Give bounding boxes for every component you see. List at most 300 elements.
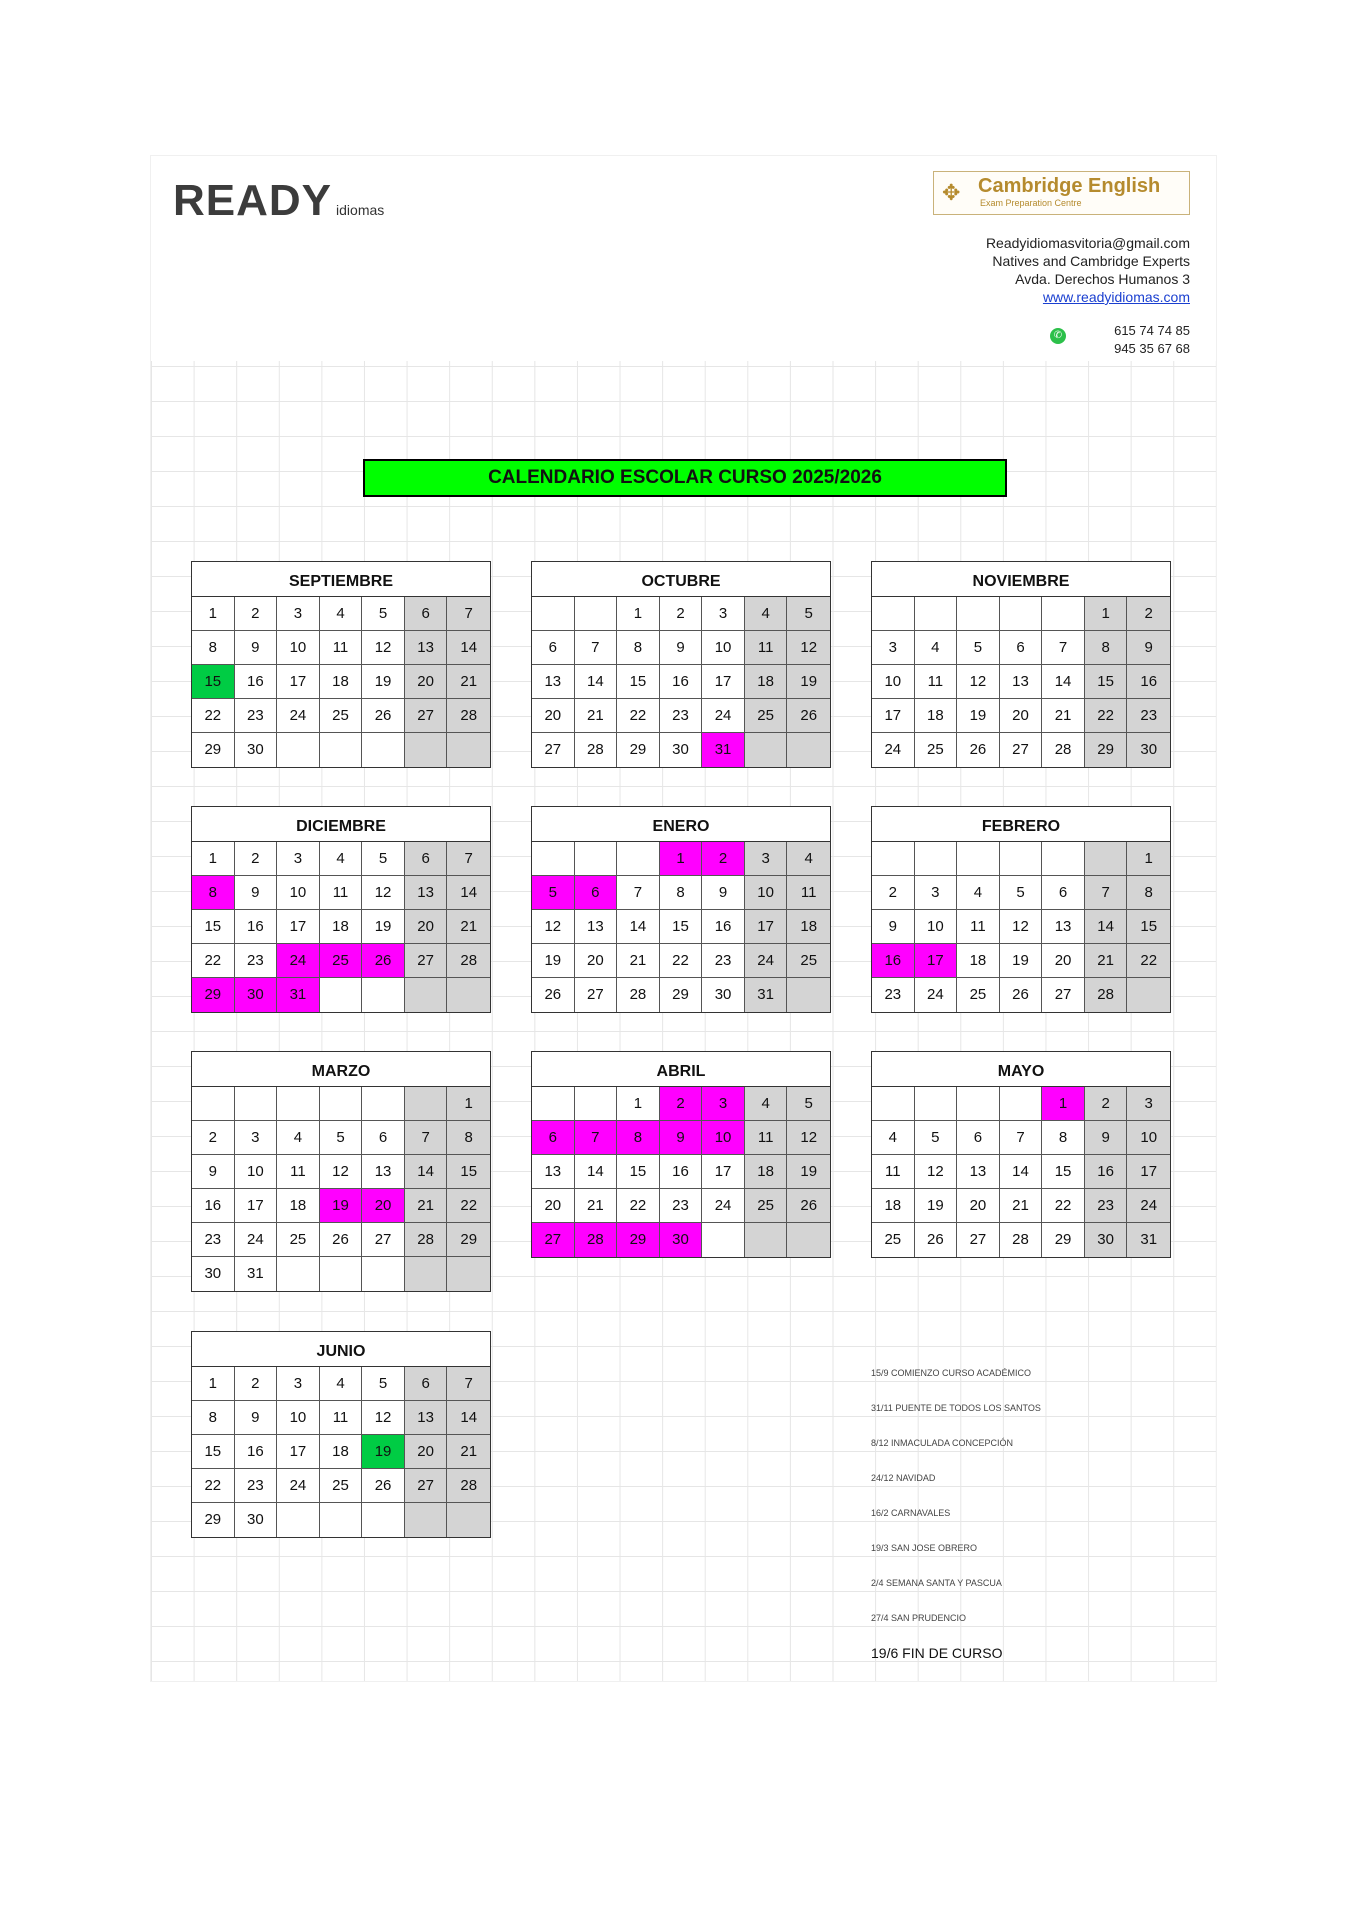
day-cell: 1 [1127,842,1170,876]
day-cell: 3 [277,842,320,876]
day-cell: 9 [872,910,915,944]
day-cell: 10 [915,910,958,944]
day-cell: 30 [235,978,278,1012]
day-cell: 26 [320,1223,363,1257]
empty-cell [872,597,915,631]
day-cell: 12 [320,1155,363,1189]
empty-cell [1042,597,1085,631]
empty-cell [575,597,618,631]
calendar-title: CALENDARIO ESCOLAR CURSO 2025/2026 [363,459,1007,497]
day-cell: 27 [362,1223,405,1257]
month-grid [532,842,830,1012]
day-cell: 19 [362,910,405,944]
day-cell: 7 [1085,876,1128,910]
day-cell: 5 [362,842,405,876]
day-cell: 9 [702,876,745,910]
day-cell: 6 [575,876,618,910]
day-cell: 25 [320,944,363,978]
month-mayo [871,1051,1171,1258]
day-cell: 7 [447,1367,490,1401]
day-cell: 23 [235,1469,278,1503]
day-cell: 5 [787,1087,830,1121]
day-cell: 13 [405,631,448,665]
day-cell: 10 [702,631,745,665]
day-cell: 1 [660,842,703,876]
empty-cell [320,733,363,767]
day-cell: 1 [617,597,660,631]
day-cell: 11 [872,1155,915,1189]
day-cell: 26 [787,1189,830,1223]
day-cell: 25 [915,733,958,767]
empty-cell [362,1503,405,1537]
day-cell: 16 [235,1435,278,1469]
empty-cell [532,842,575,876]
day-cell: 18 [320,1435,363,1469]
day-cell: 24 [277,1469,320,1503]
day-cell: 26 [362,1469,405,1503]
day-cell: 24 [872,733,915,767]
day-cell: 15 [1085,665,1128,699]
legend-item: 16/2 CARNAVALES [871,1508,951,1518]
empty-cell [320,978,363,1012]
day-cell: 16 [192,1189,235,1223]
day-cell: 5 [362,1367,405,1401]
day-cell: 6 [1000,631,1043,665]
empty-cell [872,1087,915,1121]
month-grid [192,842,490,1012]
empty-cell [320,1257,363,1291]
day-cell: 9 [235,1401,278,1435]
day-cell: 8 [660,876,703,910]
day-cell: 3 [235,1121,278,1155]
day-cell: 10 [1127,1121,1170,1155]
day-cell: 16 [660,1155,703,1189]
empty-cell [532,597,575,631]
empty-cell [447,733,490,767]
day-cell: 10 [277,1401,320,1435]
day-cell: 14 [447,631,490,665]
day-cell: 20 [957,1189,1000,1223]
day-cell: 12 [957,665,1000,699]
cambridge-badge: ✥ Cambridge English Exam Preparation Centre [933,171,1190,215]
day-cell: 17 [915,944,958,978]
day-cell: 1 [192,1367,235,1401]
day-cell: 22 [1085,699,1128,733]
day-cell: 10 [235,1155,278,1189]
day-cell: 3 [872,631,915,665]
day-cell: 2 [235,1367,278,1401]
day-cell: 13 [362,1155,405,1189]
day-cell: 27 [575,978,618,1012]
day-cell: 28 [447,699,490,733]
day-cell: 29 [617,733,660,767]
day-cell: 4 [957,876,1000,910]
tagline: Natives and Cambridge Experts [992,253,1190,269]
day-cell: 17 [277,910,320,944]
day-cell: 9 [235,876,278,910]
empty-cell [915,1087,958,1121]
day-cell: 29 [1042,1223,1085,1257]
empty-cell [362,1257,405,1291]
day-cell: 21 [575,1189,618,1223]
day-cell: 7 [447,842,490,876]
day-cell: 3 [915,876,958,910]
day-cell: 17 [745,910,788,944]
empty-cell [405,978,448,1012]
month-name: SEPTIEMBRE [192,562,490,597]
day-cell: 30 [660,1223,703,1257]
day-cell: 23 [660,1189,703,1223]
day-cell: 12 [362,631,405,665]
day-cell: 2 [660,1087,703,1121]
day-cell: 27 [957,1223,1000,1257]
empty-cell [405,733,448,767]
empty-cell [447,1257,490,1291]
day-cell: 19 [320,1189,363,1223]
empty-cell [787,1223,830,1257]
empty-cell [915,842,958,876]
day-cell: 12 [915,1155,958,1189]
day-cell: 28 [1085,978,1128,1012]
day-cell: 6 [957,1121,1000,1155]
day-cell: 21 [575,699,618,733]
day-cell: 27 [405,944,448,978]
day-cell: 17 [277,665,320,699]
day-cell: 11 [745,1121,788,1155]
day-cell: 3 [702,1087,745,1121]
empty-cell [617,842,660,876]
day-cell: 28 [447,1469,490,1503]
empty-cell [957,597,1000,631]
empty-cell [447,978,490,1012]
month-grid [872,842,1170,1012]
empty-cell [1127,978,1170,1012]
day-cell: 26 [532,978,575,1012]
day-cell: 2 [872,876,915,910]
day-cell: 28 [405,1223,448,1257]
day-cell: 1 [447,1087,490,1121]
day-cell: 6 [532,631,575,665]
day-cell: 21 [1000,1189,1043,1223]
day-cell: 8 [617,1121,660,1155]
day-cell: 16 [235,910,278,944]
day-cell: 22 [660,944,703,978]
empty-cell [1085,842,1128,876]
calendar-sheet [150,155,1217,1682]
phone-landline: 945 35 67 68 [1114,341,1190,356]
day-cell: 19 [362,1435,405,1469]
day-cell: 31 [235,1257,278,1291]
empty-cell [192,1087,235,1121]
day-cell: 6 [362,1121,405,1155]
day-cell: 31 [745,978,788,1012]
month-name: JUNIO [192,1332,490,1367]
day-cell: 11 [277,1155,320,1189]
phone-mobile: 615 74 74 85 [1114,323,1190,338]
day-cell: 21 [447,910,490,944]
day-cell: 30 [702,978,745,1012]
day-cell: 16 [1085,1155,1128,1189]
day-cell: 4 [320,1367,363,1401]
day-cell: 29 [617,1223,660,1257]
day-cell: 18 [872,1189,915,1223]
day-cell: 29 [660,978,703,1012]
day-cell: 5 [787,597,830,631]
day-cell: 17 [1127,1155,1170,1189]
day-cell: 13 [1000,665,1043,699]
day-cell: 9 [660,631,703,665]
day-cell: 9 [660,1121,703,1155]
day-cell: 18 [745,665,788,699]
day-cell: 23 [235,944,278,978]
day-cell: 13 [532,665,575,699]
day-cell: 31 [1127,1223,1170,1257]
day-cell: 26 [787,699,830,733]
day-cell: 22 [447,1189,490,1223]
day-cell: 17 [702,1155,745,1189]
empty-cell [957,842,1000,876]
day-cell: 9 [1127,631,1170,665]
day-cell: 12 [787,1121,830,1155]
day-cell: 7 [617,876,660,910]
day-cell: 10 [745,876,788,910]
day-cell: 10 [702,1121,745,1155]
day-cell: 15 [617,1155,660,1189]
day-cell: 19 [362,665,405,699]
empty-cell [277,1087,320,1121]
day-cell: 27 [405,1469,448,1503]
day-cell: 14 [575,665,618,699]
empty-cell [957,1087,1000,1121]
day-cell: 3 [702,597,745,631]
day-cell: 24 [277,699,320,733]
day-cell: 15 [447,1155,490,1189]
day-cell: 15 [1127,910,1170,944]
month-grid [872,1087,1170,1257]
day-cell: 25 [787,944,830,978]
empty-cell [405,1257,448,1291]
day-cell: 29 [192,978,235,1012]
day-cell: 7 [447,597,490,631]
day-cell: 5 [362,597,405,631]
day-cell: 22 [1042,1189,1085,1223]
day-cell: 8 [447,1121,490,1155]
day-cell: 4 [745,597,788,631]
day-cell: 19 [532,944,575,978]
day-cell: 19 [1000,944,1043,978]
empty-cell [787,733,830,767]
day-cell: 21 [1085,944,1128,978]
day-cell: 24 [915,978,958,1012]
email: Readyidiomasvitoria@gmail.com [985,235,1190,251]
day-cell: 16 [872,944,915,978]
day-cell: 25 [277,1223,320,1257]
legend-item: 19/6 FIN DE CURSO [871,1645,1003,1661]
day-cell: 2 [702,842,745,876]
day-cell: 6 [405,1367,448,1401]
day-cell: 21 [1042,699,1085,733]
day-cell: 28 [1000,1223,1043,1257]
empty-cell [277,1257,320,1291]
empty-cell [362,978,405,1012]
month-grid [872,597,1170,767]
day-cell: 6 [405,842,448,876]
day-cell: 29 [192,1503,235,1537]
month-grid [532,597,830,767]
phone-block [1114,322,1190,358]
day-cell: 19 [957,699,1000,733]
month-name: OCTUBRE [532,562,830,597]
day-cell: 13 [405,876,448,910]
day-cell: 7 [1000,1121,1043,1155]
day-cell: 29 [447,1223,490,1257]
day-cell: 4 [915,631,958,665]
day-cell: 14 [1085,910,1128,944]
day-cell: 11 [320,876,363,910]
day-cell: 5 [915,1121,958,1155]
day-cell: 15 [617,665,660,699]
legend-item: 24/12 NAVIDAD [871,1473,936,1483]
day-cell: 28 [575,733,618,767]
day-cell: 6 [405,597,448,631]
day-cell: 17 [702,665,745,699]
empty-cell [1000,597,1043,631]
day-cell: 10 [872,665,915,699]
day-cell: 28 [1042,733,1085,767]
empty-cell [532,1087,575,1121]
day-cell: 6 [532,1121,575,1155]
month-febrero [871,806,1171,1013]
day-cell: 7 [1042,631,1085,665]
day-cell: 13 [1042,910,1085,944]
day-cell: 3 [745,842,788,876]
day-cell: 22 [192,699,235,733]
day-cell: 21 [447,1435,490,1469]
legend-item: 8/12 INMACULADA CONCEPCIÓN [871,1438,1014,1448]
day-cell: 16 [660,665,703,699]
month-octubre [531,561,831,768]
day-cell: 8 [1127,876,1170,910]
day-cell: 25 [320,1469,363,1503]
month-marzo [191,1051,491,1292]
day-cell: 25 [957,978,1000,1012]
day-cell: 18 [320,665,363,699]
empty-cell [405,1503,448,1537]
day-cell: 11 [320,631,363,665]
month-grid [192,597,490,767]
month-name: MARZO [192,1052,490,1087]
day-cell: 19 [787,1155,830,1189]
empty-cell [787,978,830,1012]
day-cell: 8 [192,1401,235,1435]
cambridge-shield-icon: ✥ [942,180,961,205]
day-cell: 24 [277,944,320,978]
day-cell: 9 [1085,1121,1128,1155]
day-cell: 15 [192,665,235,699]
month-name: FEBRERO [872,807,1170,842]
day-cell: 15 [192,910,235,944]
day-cell: 11 [745,631,788,665]
day-cell: 24 [745,944,788,978]
day-cell: 6 [1042,876,1085,910]
day-cell: 20 [362,1189,405,1223]
day-cell: 8 [1085,631,1128,665]
day-cell: 3 [277,1367,320,1401]
day-cell: 22 [617,1189,660,1223]
day-cell: 25 [745,1189,788,1223]
day-cell: 20 [405,1435,448,1469]
day-cell: 16 [235,665,278,699]
month-grid [192,1087,490,1291]
day-cell: 30 [1085,1223,1128,1257]
day-cell: 26 [362,699,405,733]
day-cell: 30 [235,1503,278,1537]
website-link[interactable]: www.readyidiomas.com [1042,289,1190,305]
day-cell: 1 [192,597,235,631]
day-cell: 27 [1000,733,1043,767]
empty-cell [362,1087,405,1121]
empty-cell [1000,1087,1043,1121]
day-cell: 4 [872,1121,915,1155]
day-cell: 31 [277,978,320,1012]
day-cell: 4 [787,842,830,876]
day-cell: 10 [277,876,320,910]
day-cell: 23 [1127,699,1170,733]
day-cell: 2 [235,842,278,876]
day-cell: 10 [277,631,320,665]
day-cell: 27 [405,699,448,733]
day-cell: 29 [1085,733,1128,767]
day-cell: 4 [320,842,363,876]
legend-item: 31/11 PUENTE DE TODOS LOS SANTOS [871,1403,1041,1413]
day-cell: 29 [192,733,235,767]
day-cell: 17 [235,1189,278,1223]
legend-item: 2/4 SEMANA SANTA Y PASCUA [871,1578,1002,1588]
day-cell: 24 [702,699,745,733]
day-cell: 18 [277,1189,320,1223]
day-cell: 2 [1127,597,1170,631]
day-cell: 17 [277,1435,320,1469]
day-cell: 19 [787,665,830,699]
empty-cell [915,597,958,631]
day-cell: 22 [192,1469,235,1503]
month-name: MAYO [872,1052,1170,1087]
day-cell: 14 [405,1155,448,1189]
day-cell: 16 [702,910,745,944]
day-cell: 12 [362,1401,405,1435]
empty-cell [320,1087,363,1121]
day-cell: 2 [660,597,703,631]
day-cell: 23 [192,1223,235,1257]
empty-cell [575,842,618,876]
day-cell: 4 [320,597,363,631]
month-name: ENERO [532,807,830,842]
day-cell: 14 [1000,1155,1043,1189]
day-cell: 7 [575,631,618,665]
legend-item: 27/4 SAN PRUDENCIO [871,1613,967,1623]
day-cell: 14 [447,876,490,910]
day-cell: 2 [235,597,278,631]
empty-cell [702,1223,745,1257]
day-cell: 21 [617,944,660,978]
address: Avda. Derechos Humanos 3 [1015,271,1190,287]
empty-cell [575,1087,618,1121]
day-cell: 12 [362,876,405,910]
empty-cell [277,733,320,767]
day-cell: 12 [787,631,830,665]
day-cell: 26 [1000,978,1043,1012]
day-cell: 22 [1127,944,1170,978]
